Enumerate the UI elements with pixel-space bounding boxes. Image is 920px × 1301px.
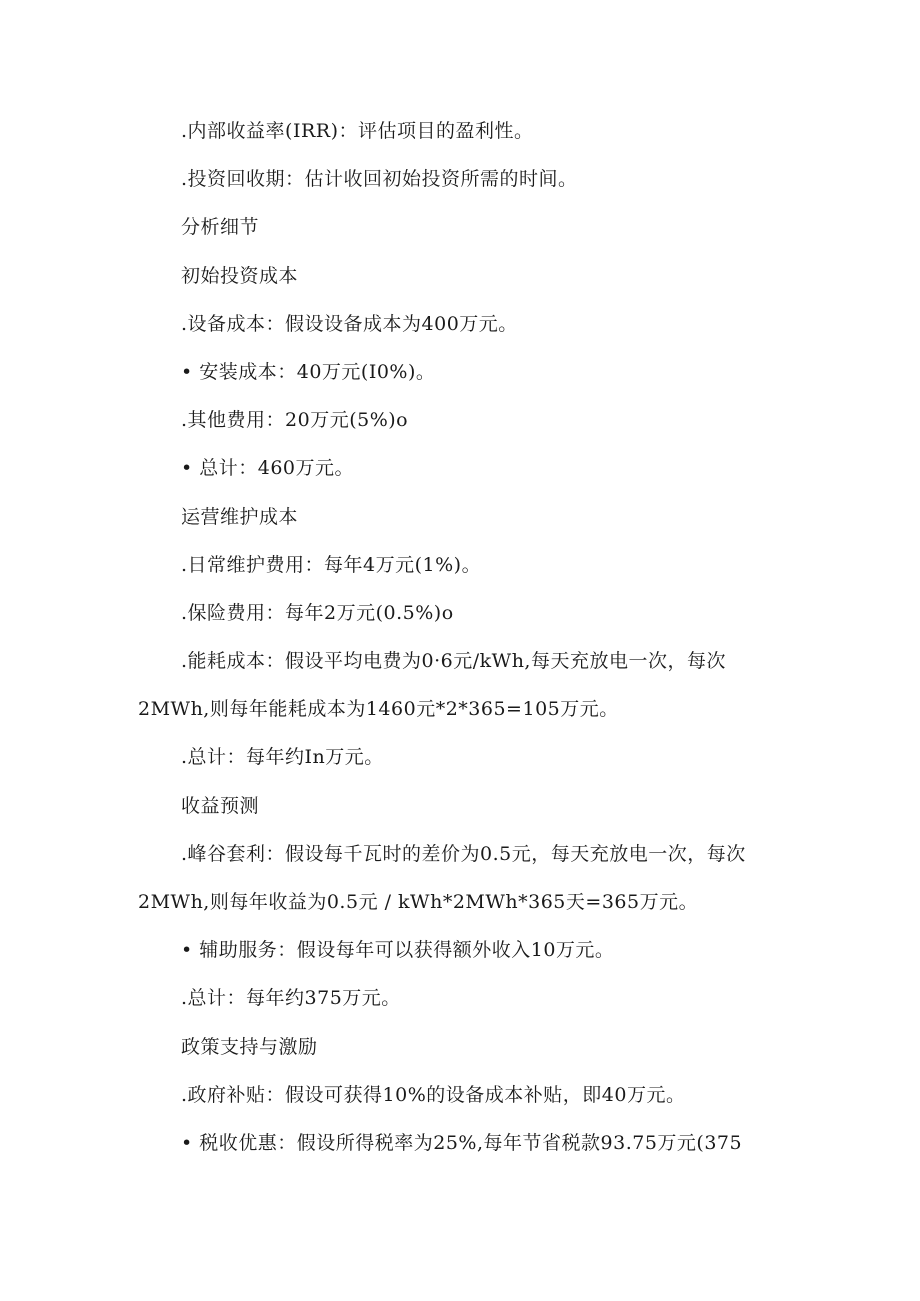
bullet-peak-valley-continued: 2MWh,则每年收益为0.5元 / kWh*2MWh*365天=365万元。 bbox=[138, 891, 699, 913]
bullet-peak-valley-arbitrage: .峰谷套利：假设每千瓦时的差价为0.5元，每天充放电一次，每次 bbox=[181, 843, 746, 865]
bullet-tax-incentive: • 税收优惠：假设所得税率为25%,每年节省税款93.75万元(375 bbox=[181, 1132, 743, 1154]
heading-initial-investment: 初始投资成本 bbox=[181, 265, 299, 287]
bullet-ancillary-services: • 辅助服务：假设每年可以获得额外收入10万元。 bbox=[181, 939, 615, 961]
heading-revenue-forecast: 收益预测 bbox=[181, 795, 260, 817]
heading-analysis-details: 分析细节 bbox=[181, 216, 260, 238]
bullet-government-subsidy: .政府补贴：假设可获得10%的设备成本补贴，即40万元。 bbox=[181, 1084, 686, 1106]
heading-operation-maintenance: 运营维护成本 bbox=[181, 506, 299, 528]
heading-policy-support: 政策支持与激励 bbox=[181, 1036, 318, 1058]
bullet-total-investment: • 总计：460万元。 bbox=[181, 457, 355, 479]
bullet-energy-cost: .能耗成本：假设平均电费为0·6元/kWh,每天充放电一次，每次 bbox=[181, 650, 726, 672]
bullet-irr: .内部收益率(IRR)：评估项目的盈利性。 bbox=[181, 120, 534, 142]
bullet-total-om: .总计：每年约In万元。 bbox=[181, 746, 384, 768]
bullet-payback-period: .投资回收期：估计收回初始投资所需的时间。 bbox=[181, 168, 578, 190]
bullet-energy-cost-continued: 2MWh,则每年能耗成本为1460元*2*365=105万元。 bbox=[138, 698, 619, 720]
bullet-daily-maintenance: .日常维护费用：每年4万元(1%)。 bbox=[181, 554, 482, 576]
bullet-other-expenses: .其他费用：20万元(5%)o bbox=[181, 409, 409, 431]
bullet-insurance: .保险费用：每年2万元(0.5%)o bbox=[181, 602, 454, 624]
bullet-installation-cost: • 安装成本：40万元(I0%)。 bbox=[181, 361, 436, 383]
bullet-total-revenue: .总计：每年约375万元。 bbox=[181, 987, 401, 1009]
bullet-equipment-cost: .设备成本：假设设备成本为400万元。 bbox=[181, 313, 518, 335]
